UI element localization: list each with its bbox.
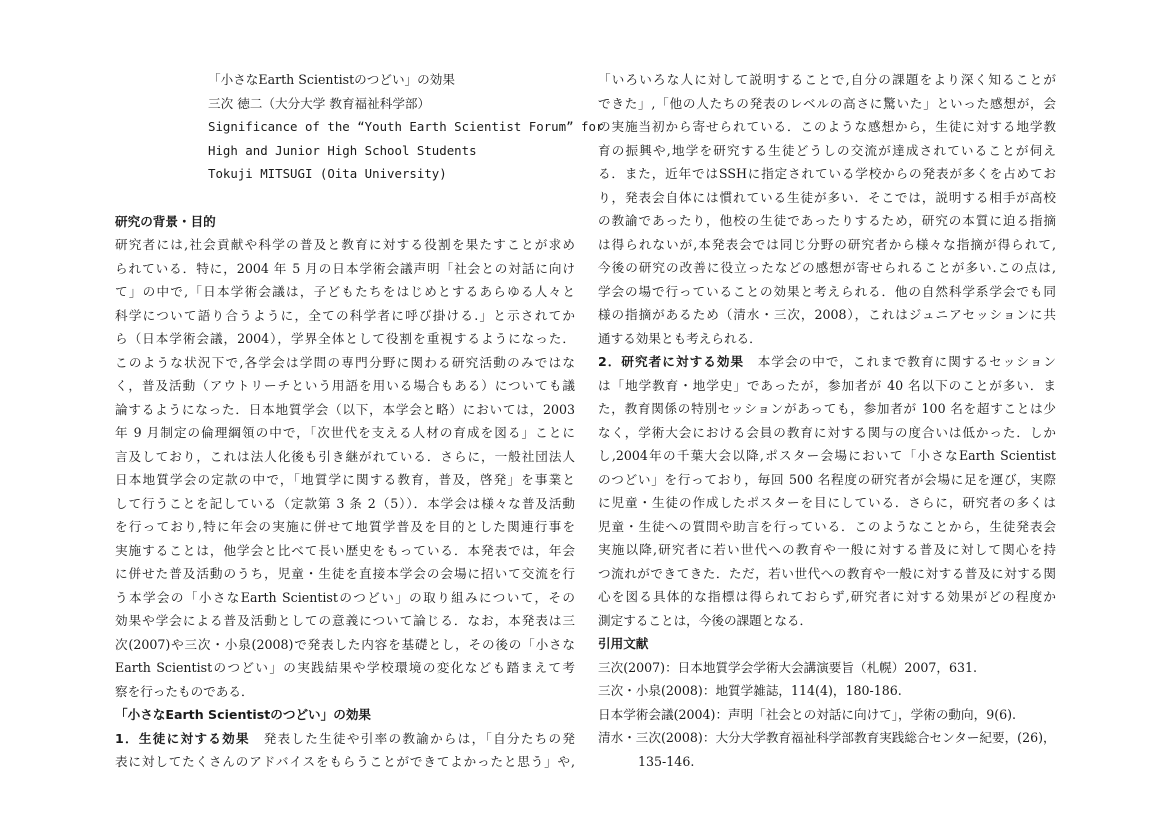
- effect2-line: つ流れができてきた．ただ，若い世代への教育や一般に対する普及に対する関: [598, 565, 1056, 581]
- effect1-first-text: 発表した生徒や引率の教諭からは，「自分たちの発: [249, 730, 575, 746]
- effect2-first-text: 本学会の中で，これまで教育に関するセッション: [744, 354, 1056, 369]
- background-line: 実施することは，他学会と比べて長い歴史をもっている．本発表では，年会: [115, 542, 575, 558]
- title-japanese: 「小さなEarth Scientistのつどい」の効果: [208, 72, 455, 87]
- author-japanese: 三次 徳二（大分大学 教育福祉科学部）: [208, 95, 431, 111]
- background-line: 次(2007)や三次・小泉(2008)で発表した内容を基礎とし，その後の「小さな: [115, 636, 575, 652]
- effect1-cont-line: できた」,「他の人たちの発表のレベルの高さに驚いた」といった感想が，会: [598, 95, 1056, 111]
- effect1-heading: 1．生徒に対する効果: [115, 730, 250, 746]
- effect1-line: 表に対してたくさんのアドバイスをもらうことができてよかったと思う」や,: [115, 754, 575, 769]
- title-english-line-1: Significance of the “Youth Earth Scientist Forum” for: [208, 119, 604, 134]
- background-line: 論するようになった．日本地質学会（以下，本学会と略）においては，2003: [115, 401, 575, 417]
- left-column: [115, 68, 604, 774]
- background-line: 日本地質学会の定款の中で，「地質学に関する教育，普及，啓発」を事業と: [115, 472, 575, 487]
- effect2-first-line: [598, 350, 1056, 374]
- background-line: 効果や学会による普及活動としての意義について論じる．なお，本発表は三: [115, 613, 575, 628]
- background-line: 察を行ったものである．: [115, 683, 254, 699]
- effect2-heading: 2．研究者に対する効果: [598, 354, 745, 369]
- effect1-cont-line: 「いろいろな人に対して説明することで,自分の課題をより深く知ることが: [598, 72, 1056, 87]
- effect2-line: 心を図る具体的な指標は得られておらず,研究者に対する効果がどの程度か: [598, 589, 1056, 604]
- effect1-cont-line: は得られないが,本発表会では同じ分野の研究者から様々な指摘が得られて,: [598, 236, 1056, 252]
- background-line: 科学について語り合うように，全ての科学者に呼び掛ける.」と示されてか: [115, 307, 575, 323]
- effect1-cont-line: 学会の場で行っていることの効果と考えられる．他の自然科学系学会でも同: [598, 283, 1056, 299]
- reference-item: 日本学術会議(2004)：声明「社会との対話に向けて」，学術の動向，9(6).: [598, 706, 1017, 722]
- effect1-cont-line: り，発表会自体には慣れている生徒が多い．そこでは，説明する相手が高校: [598, 189, 1056, 205]
- effect1-cont-line: 今後の研究の改善に役立ったなどの感想が寄せられることが多い.この点は,: [598, 260, 1056, 275]
- background-line: 研究者には,社会貢献や科学の普及と教育に対する役割を果たすことが求め: [115, 237, 575, 252]
- effect2-line: 測定することは，今後の課題となる．: [598, 612, 813, 628]
- effect2-line: し,2004年の千葉大会以降,ポスター会場において「小さなEarth Scientist: [598, 448, 1056, 463]
- title-english-line-2: High and Junior High School Students: [208, 142, 477, 158]
- effect1-cont-line: る．また，近年ではSSHに指定されている学校からの発表が多くを占めてお: [598, 166, 1056, 181]
- section-title-background: 研究の背景・目的: [115, 213, 216, 229]
- effect1-first-line: [115, 727, 575, 751]
- background-line: して行うことを記している（定款第 3 条 2（5））．本学会は様々な普及活動: [115, 495, 575, 511]
- background-paragraph: [115, 233, 575, 703]
- paper-header: [208, 68, 604, 186]
- background-line: く，普及活動（アウトリーチという用語を用いる場合もある）についても議: [115, 378, 575, 393]
- effect2-line: た，教育関係の特別セッションがあっても，参加者が 100 名を超すことは少: [598, 401, 1056, 416]
- effect2-line: 実施以降,研究者に若い世代への教育や一般に対する普及に対して関心を持: [598, 542, 1056, 557]
- effect2-paragraph: [598, 350, 1056, 632]
- references-list: [598, 656, 1056, 750]
- reference-item: 清水・三次(2008)：大分大学教育福祉科学部教育実践総合センター紀要，(26)，: [598, 730, 1056, 745]
- background-line: このような状況下で,各学会は学問の専門分野に関わる研究活動のみではな: [115, 354, 575, 370]
- effect2-line: なく，学術大会における会員の教育に対する関与の度合いは低かった．しか: [598, 424, 1056, 440]
- reference-continuation: 135-146.: [638, 753, 695, 769]
- background-line: 言及しており，これは法人化後も引き継がれている．さらに，一般社団法人: [115, 448, 575, 464]
- background-line: 年 9 月制定の倫理綱領の中で，「次世代を支える人材の育成を図る」ことに: [115, 425, 575, 440]
- effect1-cont-line: の教諭であったり，他校の生徒であったりするため，研究の本質に迫る指摘: [598, 213, 1056, 228]
- reference-item: 三次(2007)：日本地質学会学術大会講演要旨（札幌）2007，631.: [598, 659, 978, 675]
- effect1-cont-line: 育の振興や,地学を研究する生徒どうしの交流が達成されていることが伺え: [598, 142, 1056, 158]
- background-line: られている．特に，2004 年 5 月の日本学術会議声明「社会との対話に向け: [115, 260, 575, 276]
- background-line: う本学会の「小さなEarth Scientistのつどい」の取り組みについて，その: [115, 589, 575, 605]
- background-line: に併せた普及活動のうち，児童・生徒を直接本学会の会場に招いて交流を行: [115, 566, 575, 581]
- effect2-line: のつどい」を行っており，毎回 500 名程度の研究者が会場に足を運び，実際: [598, 471, 1056, 487]
- reference-item: 三次・小泉(2008)：地質学雑誌，114(4)，180-186.: [598, 683, 902, 698]
- background-line: Earth Scientistのつどい」の実践結果や学校環境の変化なども踏まえて考: [115, 660, 575, 675]
- effect1-continued-paragraph: [598, 68, 1056, 350]
- background-line: を行っており,特に年会の実施に併せて地質学普及を目的とした関連行事を: [115, 519, 575, 534]
- background-line: て」の中で,「日本学術会議は，子どもたちをはじめとするあらゆる人々と: [115, 284, 575, 299]
- effect1-cont-line: 通する効果とも考えられる．: [598, 330, 762, 346]
- right-column: [598, 68, 1056, 773]
- effect1-cont-line: の実施当初から寄せられている．このような感想から，生徒に対する地学教: [598, 119, 1056, 134]
- effect2-line: 児童・生徒への質問や助言を行っている．このようなことから，生徒発表会: [598, 518, 1056, 534]
- background-line: ら（日本学術会議，2004），学界全体として役割を重視するようになった．: [115, 331, 575, 346]
- effect1-paragraph: [115, 727, 575, 774]
- effect2-line: は「地学教育・地学史」であったが，参加者が 40 名以下のことが多い．ま: [598, 377, 1056, 393]
- section-title-effect: 「小さなEarth Scientistのつどい」の効果: [115, 707, 372, 722]
- author-english: Tokuji MITSUGI (Oita University): [208, 166, 447, 181]
- effect1-cont-line: 様の指摘があるため（清水・三次，2008），これはジュニアセッションに共: [598, 307, 1056, 322]
- section-title-references: 引用文献: [598, 636, 649, 651]
- effect2-line: に児童・生徒の作成したポスターを目にしている．さらに，研究者の多くは: [598, 495, 1056, 510]
